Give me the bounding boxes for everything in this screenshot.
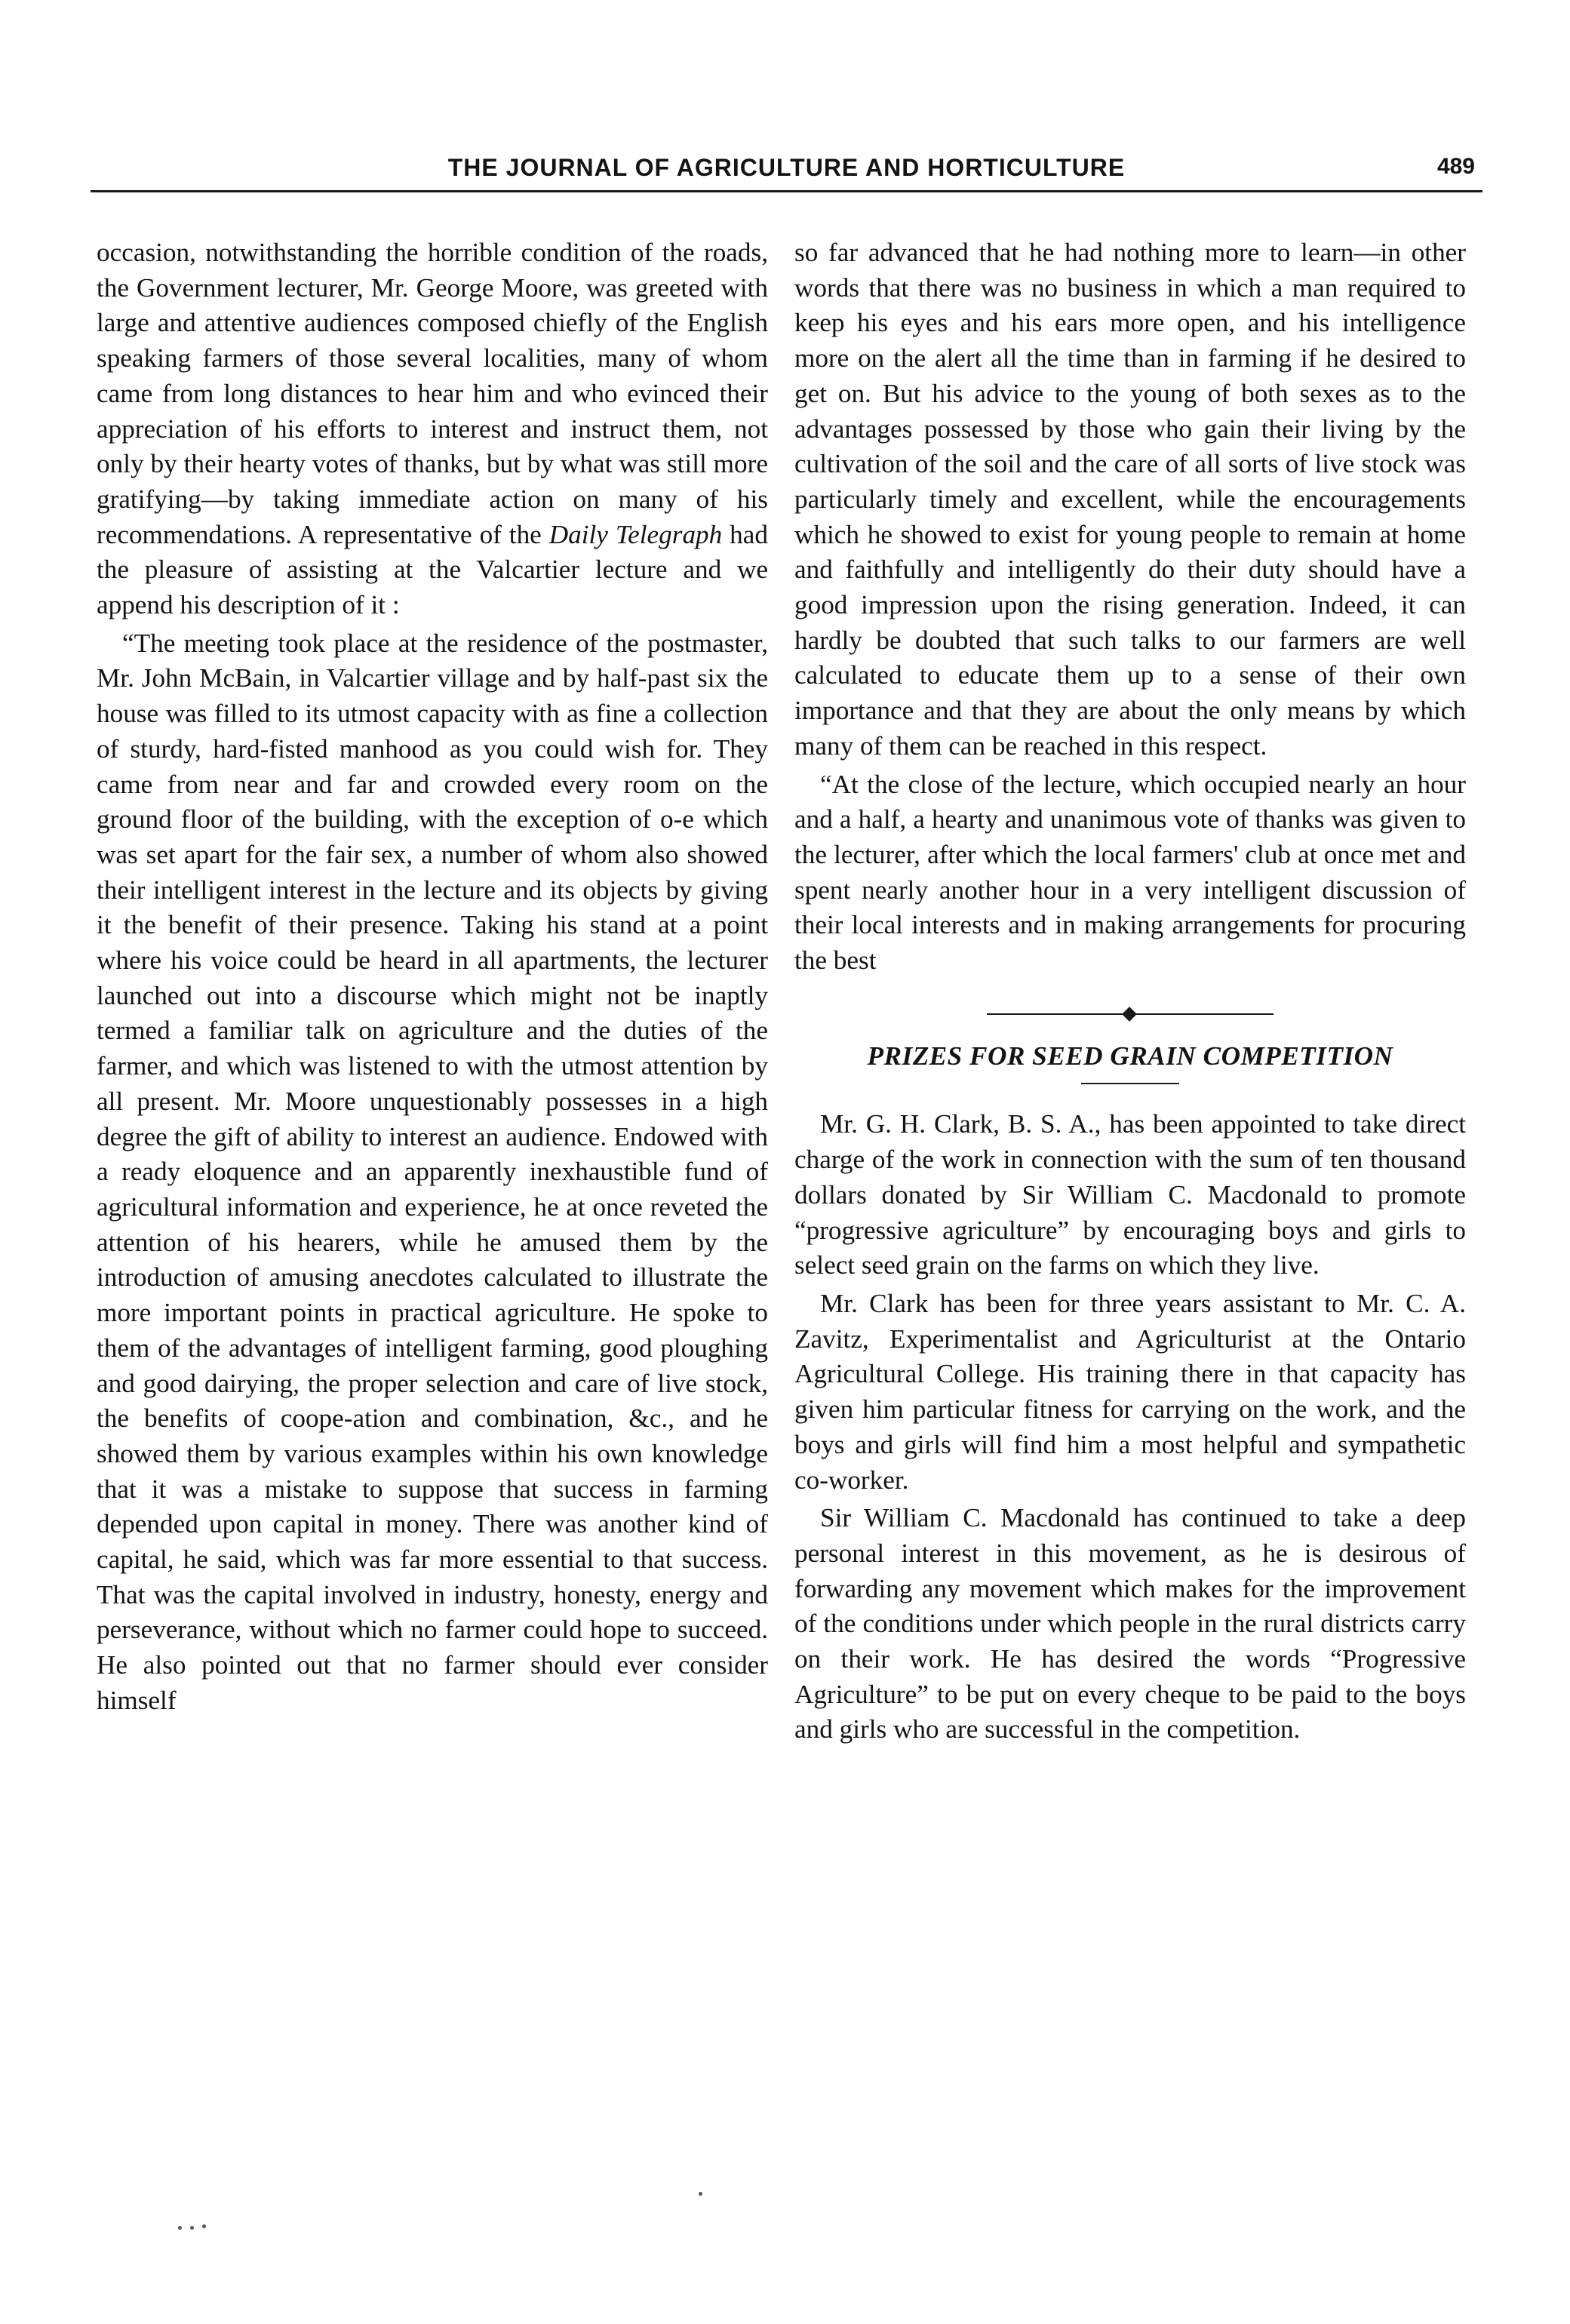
page-number: 489 xyxy=(1436,154,1475,179)
left-paragraph-1-text-a: occasion, notwithstanding the horrible condition of the roads, the Government lecturer, Mr. George Moore, was greeted with large and attentive audiences composed chiefly of the English speaking farmers of those several localities, many of whom came from long distances to hear him and who evinced their appreciation of his efforts to interest and instruct them, not only by their hearty votes of thanks, but by what was still more gratifying—by taking immediate action on many of his recommendations. A representative of the xyxy=(97,238,768,549)
page-speck xyxy=(178,2226,182,2230)
left-paragraph-2: “The meeting took place at the residence of the postmaster, Mr. John McBain, in Valcartier village and by half-past six the house was filled to its utmost capacity with as fine a collection of sturdy, hard-fisted manhood as you could wish for. They came from near and far and crowded every room on the ground floor of the building, with the exception of o-e which was set apart for the fair sex, a number of whom also showed their intelligent interest in the lecture and its objects by giving it the benefit of their presence. Taking his stand at a point where his voice could be heard in all apartments, the lecturer launched out into a discourse which might not be inaptly termed a familiar talk on agriculture and the duties of the farmer, and which was listened to with the utmost attention by all present. Mr. Moore unquestionably possesses in a high degree the gift of ability to interest an audience. Endowed with a ready eloquence and an apparently inexhaustible fund of agricultural information and experience, he at once reveted the attention of his hearers, while he amused them by the introduction of amusing anecdotes calculated to illustrate the more important points in practical agriculture. He spoke to them of the advantages of intelligent farming, good ploughing and good dairying, the proper selection and care of live stock, the benefits of coope-ation and combination, &c., and he showed them by various examples within his own knowledge that it was a mistake to suppose that success in farming depended upon capital in money. There was another kind of capital, he said, which was far more essential to that success. That was the capital involved in industry, honesty, energy and perseverance, without which no farmer could hope to succeed. He also pointed out that no farmer should ever consider himself xyxy=(97,628,768,1715)
page-speck xyxy=(699,2192,702,2196)
right-column xyxy=(794,235,1466,1748)
right-paragraph-1: so far advanced that he had nothing more to learn—in other words that there was no business in which a man required to keep his eyes and his ears more open, and his intelligence more on the alert all the time than in farming if he desired to get on. But his advice to the young of both sexes as to the advantages possessed by those who gain their living by the cultivation of the soil and the care of all sorts of live stock was particularly timely and excellent, while the encouragements which he showed to exist for young people to remain at home and faithfully and intelligently do their duty should have a good impression upon the rising generation. Indeed, it can hardly be doubted that such talks to our farmers are well calculated to educate them up to a sense of their own importance and that they are about the only means by which many of them can be reached in this respect. xyxy=(794,238,1466,761)
running-header xyxy=(91,152,1482,192)
newspaper-name: Daily Telegraph xyxy=(548,519,723,549)
divider-ornament-icon xyxy=(1122,1007,1137,1022)
section-divider xyxy=(987,1006,1274,1022)
heading-underline xyxy=(1081,1083,1179,1084)
right-paragraph-5: Sir William C. Macdonald has continued to take a deep personal interest in this movement, as he is desirous of forwarding any movement which makes for the improvement of the conditions under which people in the rural districts carry on their work. He has desired the words “Progressive Agriculture” to be put on every cheque to be paid to the boys and girls who are successful in the competition. xyxy=(794,1503,1466,1745)
left-paragraph-1-text-b: had the pleasure of assisting at the Valcartier lecture and we append his description of it : xyxy=(97,519,768,620)
right-paragraph-4: Mr. Clark has been for three years assistant to Mr. C. A. Zavitz, Experimentalist and Agriculturist at the Ontario Agricultural College. His training there in that capacity has given him particular fitness for carrying on the work, and the boys and girls will find him a most helpful and sympathetic co-worker. xyxy=(794,1288,1466,1495)
journal-title: THE JOURNAL OF AGRICULTURE AND HORTICULTURE xyxy=(447,154,1126,181)
page-speck xyxy=(202,2224,206,2228)
right-paragraph-3: Mr. G. H. Clark, B. S. A., has been appointed to take direct charge of the work in connection with the sum of ten thousand dollars donated by Sir William C. Macdonald to promote “progressive agriculture” by encouraging boys and girls to select seed grain on the farms on which they live. xyxy=(794,1109,1466,1280)
right-paragraph-2: “At the close of the lecture, which occupied nearly an hour and a half, a hearty and unanimous vote of thanks was given to the lecturer, after which the local farmers' club at once met and spent nearly another hour in a very intelligent discussion of their local interests and in making arrangements for procuring the best xyxy=(794,769,1466,976)
left-paragraph-1 xyxy=(97,235,768,623)
left-column xyxy=(97,235,768,1719)
section-heading: PRIZES FOR SEED GRAIN COMPETITION xyxy=(867,1041,1393,1071)
page-speck xyxy=(190,2226,194,2230)
